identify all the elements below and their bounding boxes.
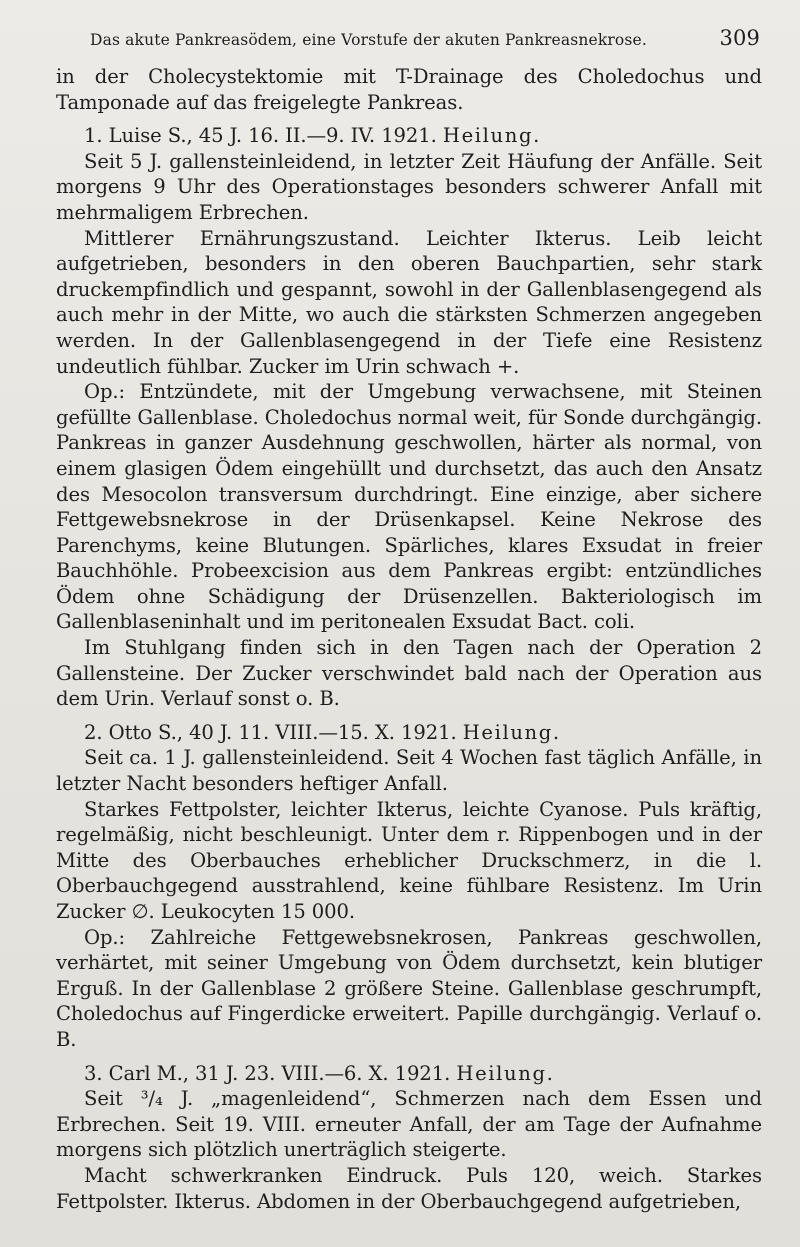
case-outcome: Heilung.: [462, 720, 561, 744]
case-heading-lead: 1. Luise S., 45 J. 16. II.—9. IV. 1921.: [84, 124, 443, 148]
body-text: [56, 64, 762, 1214]
case-heading-1: [56, 123, 762, 149]
paragraph-operation: Op.: Zahlreiche Fettgewebsnekrosen, Pankreas geschwollen, verhärtet, mit seiner Umgebung von Ödem durchsetzt, kein blutiger Erguß. In der Gallenblase 2 größere Steine. Gallenblase geschrumpft, Choledochus auf Fingerdicke erweitert. Papille durchgängig. Verlauf o. B.: [56, 925, 762, 1051]
paragraph-continuation: in der Cholecystektomie mit T-Drainage des Choledochus und Tamponade auf das freigelegte Pankreas.: [56, 65, 762, 114]
case-outcome: Heilung.: [442, 124, 541, 148]
paragraph-history: Seit 5 J. gallensteinleidend, in letzter Zeit Häufung der Anfälle. Seit morgens 9 Uhr des Operationstages besonders schwerer Anfall mit mehrmaligem Erbrechen.: [56, 149, 762, 224]
paragraph-operation: Op.: Entzündete, mit der Umgebung verwachsene, mit Steinen gefüllte Gallenblase. Choledochus normal weit, für Sonde durchgängig. Pankreas in ganzer Ausdehnung geschwollen, härter als normal, von einem glasigen Ödem eingehüllt und durchsetzt, das auch den Ansatz des Mesocolon transversum durchdringt. Eine einzige, aber sichere Fettgewebsnekrose in der Drüsenkapsel. Keine Nekrose des Parenchyms, keine Blutungen. Spärliches, klares Exsudat in freier Bauchhöhle. Probeexcision aus dem Pankreas ergibt: entzündliches Ödem ohne Schädigung der Drüsenzellen. Bakteriologisch im Gallenblaseninhalt und im peritonealen Exsudat Bact. coli.: [56, 380, 762, 634]
page-number: 309: [719, 26, 760, 50]
case-heading-2: [56, 720, 762, 746]
running-head-title: Das akute Pankreasödem, eine Vorstufe der akuten Pankreasnekrose.: [90, 31, 647, 49]
case-heading-3: [56, 1061, 762, 1087]
case-heading-lead: 3. Carl M., 31 J. 23. VIII.—6. X. 1921.: [84, 1061, 457, 1085]
paragraph-findings: Mittlerer Ernährungszustand. Leichter Ikterus. Leib leicht aufgetrieben, besonders in den oberen Bauchpartien, sehr stark druckempfindlich und gespannt, sowohl in der Gallenblasengegend als auch mehr in der Mitte, wo auch die stärksten Schmerzen angegeben werden. In der Gallenblasengegend in der Tiefe eine Resistenz undeutlich fühlbar. Zucker im Urin schwach +.: [56, 226, 762, 378]
paragraph-history: Seit ³/₄ J. „magenleidend“, Schmerzen nach dem Essen und Erbrechen. Seit 19. VIII. erneuter Anfall, der am Tage der Aufnahme morgens sich plötzlich unerträglich steigerte.: [56, 1087, 762, 1162]
paragraph-findings: Starkes Fettpolster, leichter Ikterus, leichte Cyanose. Puls kräftig, regelmäßig, nicht beschleunigt. Unter dem r. Rippenbogen und in der Mitte des Oberbauches erheblicher Druckschmerz, in die l. Oberbauchgegend ausstrahlend, keine fühlbare Resistenz. Im Urin Zucker ∅. Leukocyten 15 000.: [56, 797, 762, 923]
running-head: [56, 26, 762, 50]
case-heading-lead: 2. Otto S., 40 J. 11. VIII.—15. X. 1921.: [84, 720, 463, 744]
paragraph-course: Im Stuhlgang finden sich in den Tagen nach der Operation 2 Gallensteine. Der Zucker verschwindet bald nach der Operation aus dem Urin. Verlauf sonst o. B.: [56, 636, 762, 711]
paragraph-findings: Macht schwerkranken Eindruck. Puls 120, weich. Starkes Fettpolster. Ikterus. Abdomen in der Oberbauchgegend aufgetrieben,: [56, 1163, 762, 1213]
paragraph-history: Seit ca. 1 J. gallensteinleidend. Seit 4 Wochen fast täglich Anfälle, in letzter Nacht besonders heftiger Anfall.: [56, 746, 762, 796]
case-outcome: Heilung.: [456, 1061, 555, 1085]
